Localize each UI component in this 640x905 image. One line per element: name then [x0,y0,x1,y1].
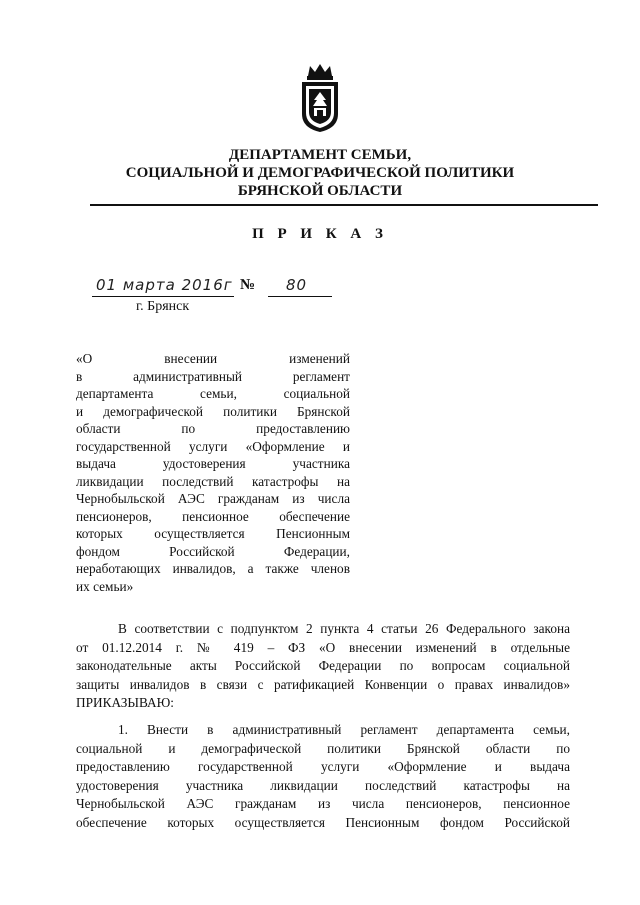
preamble-line: В соответствии с подпунктом 2 пункта 4 статьи 26 Федерального закона [118,621,570,636]
order-title: П Р И К А З [252,226,388,242]
department-name-line3: БРЯНСКОЙ ОБЛАСТИ [237,183,403,199]
header-divider [90,204,598,206]
preamble-line: ПРИКАЗЫВАЮ: [76,695,174,710]
subject-line: государственной услуги «Оформление и [76,438,350,454]
handwritten-date: 01 марта 2016г [96,276,233,294]
department-name-line1: ДЕПАРТАМЕНТ СЕМЬИ, [228,147,412,163]
coat-of-arms-emblem [296,62,344,134]
subject-line: департамента семьи, социальной [76,386,350,401]
subject-line: Чернобыльской АЭС гражданам из числа [76,491,350,506]
subject-line: пенсионеров, пенсионное обеспечение [76,508,350,524]
subject-line: ликвидации последствий катастрофы на [76,473,350,489]
item-1-line: социальной и демографической политики Брянской области по [76,740,570,756]
subject-line: которых осуществляется Пенсионным [76,526,350,541]
item-1-line: предоставлению государственной услуги «Оформление и выдача [76,759,570,774]
number-sign: № [240,277,256,293]
subject-line: фондом Российской Федерации, [76,543,350,559]
subject-line: области по предоставлению [76,421,350,436]
date-underline [92,296,234,297]
subject-line: неработающих инвалидов, а также членов [76,561,350,576]
item-1-line: обеспечение которых осуществляется Пенсионным фондом Российской [76,814,570,830]
subject-line: и демографической политики Брянской [76,403,350,419]
handwritten-number: 80 [286,276,308,294]
subject-line: в административный регламент [76,368,350,384]
preamble-paragraph [76,620,570,713]
item-1-line: Чернобыльской АЭС гражданам из числа пенсионеров, пенсионное [76,796,570,811]
item-1-paragraph [76,721,570,832]
subject-line: выдача удостоверения участника [76,456,350,471]
preamble-line: защиты инвалидов в связи с ратификацией Конвенции о правах инвалидов» [76,676,570,692]
department-name [60,146,580,200]
department-name-line2: СОЦИАЛЬНОЙ И ДЕМОГРАФИЧЕСКОЙ ПОЛИТИКИ [125,165,515,181]
item-1-line: удостоверения участника ликвидации последствий катастрофы на [76,777,570,793]
subject-line: их семьи» [76,578,134,594]
number-underline [268,296,332,297]
subject-line: «О внесении изменений [76,351,350,366]
order-subject [76,350,350,595]
item-1-line: 1. Внести в административный регламент департамента семьи, [118,722,570,737]
preamble-line: от 01.12.2014 г. № 419 – ФЗ «О внесении изменений в отдельные [76,639,570,655]
order-date-number-line [92,276,352,298]
preamble-line: законодательные акты Российской Федерации по вопросам социальной [76,658,570,673]
city-name: г. Брянск [136,299,190,314]
